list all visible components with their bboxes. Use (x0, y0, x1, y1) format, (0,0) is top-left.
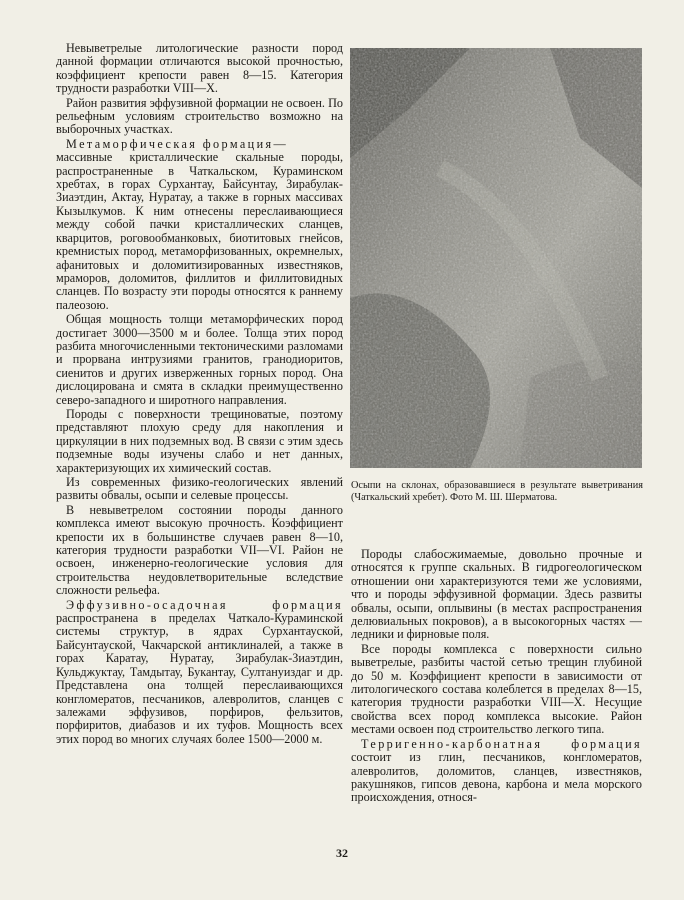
paragraph: В невыветрелом состоянии породы данного комплекса имеют высокую прочность. Коэффициент крепости их в большинстве случаев равен 8—10, категория трудности разработки VII—VI. Район не освоен, инженерно-геологические условия для строительства неудовлетворительные вследствие сложности рельефа. (56, 502, 343, 598)
photo-caption: Осыпи на склонах, образовавшиеся в результате выветривания (Чаткальский хребет). Фото М. Ш. Шерматова. (351, 480, 643, 503)
paragraph: Из современных физико-геологических явлений развиты обвалы, осыпи и селевые процессы. (56, 475, 343, 503)
paragraph (56, 138, 343, 312)
paragraph (56, 599, 343, 746)
paragraph-text: массивные кристаллические скальные породы, распространенные в Чаткальском, Кураминском хребтах, в горах Сурхантау, Байсунтау, Зирабулак-Зиаэтдин, Актау, Нуратау, а также в горных массивах Кызылкумов. К ним отнесены переслаивающиеся между собой пачки кристаллических сланцев, кварцитов, роговообманковых, биотитовых гнейсов, кремнистых пород, метаморфизованных, окремнелых, афанитовых и доломитизированных известняков, мраморов, доломитов, филлитов и филлитовидных сланцев. По возрасту эти породы относятся к раннему палеозою. (56, 150, 343, 312)
page-number: 32 (336, 846, 348, 860)
right-text-column (351, 548, 642, 806)
section-heading-terrigenous: Терригенно-карбонатная формация (361, 736, 642, 751)
photo-illustration (350, 48, 642, 468)
paragraph: Общая мощность толщи метаморфических пород достигает 3000—3500 м и более. Толща этих пород разбита многочисленными тектоническими разломами и прорвана интрузиями гранитов, гранодиоритов, сиенитов и других изверженных горных пород. Она дислоцирована и смята в складки преимущественно северо-западного и широтного направления. (56, 312, 343, 407)
paragraph: Породы слабосжимаемые, довольно прочные и относятся к группе скальных. В гидрогеологическом отношении они характеризуются теми же условиями, что и породы эффузивной формации. Здесь развиты обвалы, осыпи, оплывины (в местах распространения делювиальных покровов), а в высокогорных частях — ледники и фирновые поля. (351, 547, 642, 642)
paragraph-text: распространена в пределах Чаткало-Кураминской системы структур, в ядрах Сурхантауской, Байсунтауской, Чакчарской антиклиналей, а также в горах Каратау, Нуратау, Зирабулак-Зиаэтдин, Кульджуктау, Тамдытау, Букантау, Султануиздаг и др. Представлена она толщей переслаивающихся конгломератов, песчаников, алевролитов, сланцев с залежами эффузивов, порфиров, фельзитов, порфиритов, диабазов и их туфов. Мощность всех этих пород во многих случаях более 1500—2000 м. (56, 611, 343, 746)
section-heading-metamorphic: Метаморфическая формация— (66, 136, 289, 151)
paragraph: Все породы комплекса с поверхности сильно выветрелые, разбиты частой сетью трещин глубиной до 50 м. Коэффициент крепости в зависимости от литологического состава колеблется в пределах 8—15, категория трудности разработки VIII—X. Несущие свойства всех пород комплекса высокие. Район местами освоен под строительство легкого типа. (351, 641, 642, 737)
paragraph: Район развития эффузивной формации не освоен. По рельефным условиям строительство возможно на выборочных участках. (56, 95, 343, 137)
paragraph-text: состоит из глин, песчаников, конгломератов, алевролитов, доломитов, сланцев, известняков, ракушняков, гипсов девона, карбона и мела морского происхождения, относя- (351, 750, 642, 805)
scree-slope-photo (350, 48, 642, 468)
section-heading-effusive: Эффузивно-осадочная формация (66, 597, 343, 612)
paragraph: Породы с поверхности трещиноватые, поэтому представляют плохую среду для накопления и циркуляции в них подземных вод. В связи с этим здесь подземные воды изучены слабо и нет данных, характеризующих их химический состав. (56, 406, 343, 475)
left-text-column (56, 42, 343, 747)
paragraph (351, 738, 642, 805)
paragraph: Невыветрелые литологические разности пород данной формации отличаются высокой прочностью, коэффициент крепости равен 8—15. Категория трудности разработки VIII—X. (56, 41, 343, 96)
